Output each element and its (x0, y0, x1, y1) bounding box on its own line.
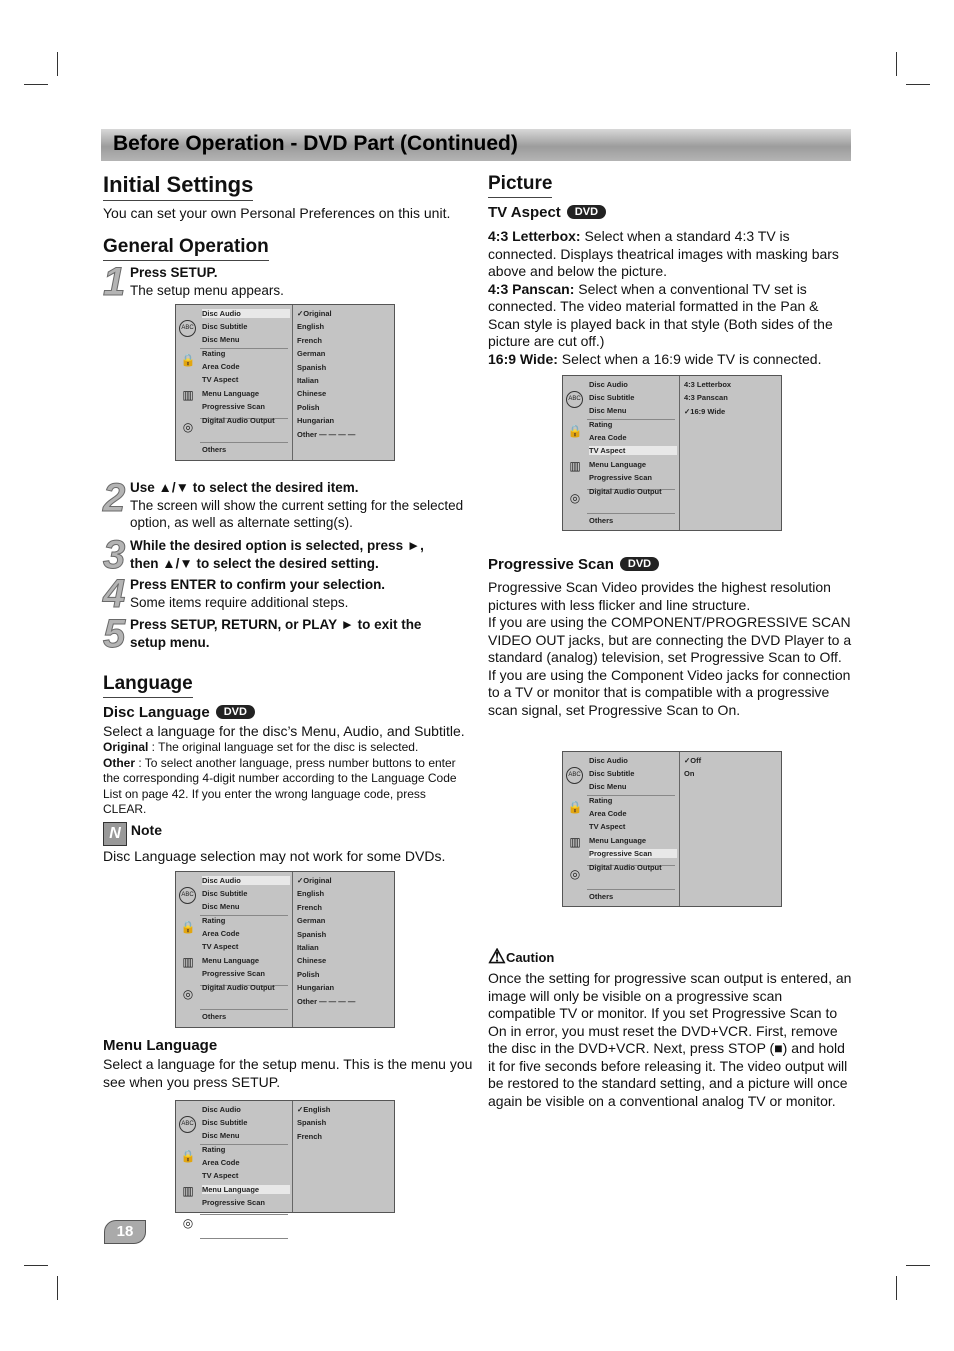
menu-item: Progressive Scan (589, 849, 677, 858)
menu-item: Digital Audio Output (202, 416, 275, 425)
panscan-label: 4:3 Panscan: (488, 280, 575, 297)
speaker-icon: ◎ (182, 987, 194, 1001)
menu-item-panel (563, 376, 680, 530)
menu-option: French (297, 335, 323, 345)
menu-option: 4:3 Panscan (684, 393, 728, 403)
menu-item: Progressive Scan (202, 1198, 265, 1207)
book-icon: ▥ (182, 1184, 194, 1198)
menu-option: Hungarian (297, 416, 335, 426)
menu-option: German (297, 349, 326, 359)
menu-item: Others (589, 892, 614, 901)
step-5-action: Press SETUP, RETURN, or PLAY ► to exit the setup menu. (130, 617, 422, 650)
speaker-icon: ◎ (569, 491, 581, 505)
step-5 (130, 616, 460, 651)
step-number: 5 (103, 612, 126, 656)
menu-item: TV Aspect (589, 822, 626, 831)
menu-item: Area Code (202, 929, 240, 938)
menu-item-panel (176, 1101, 293, 1230)
menu-item: Rating (589, 796, 613, 805)
menu-item: Disc Subtitle (589, 769, 635, 778)
step-3 (130, 537, 455, 572)
menu-option: Italian (297, 943, 319, 952)
menu-option: ✓Original (297, 876, 332, 885)
step-number: 1 (103, 260, 126, 304)
crop-mark (906, 84, 930, 85)
step-2 (130, 479, 470, 532)
disc-language-menu-screenshot (175, 871, 395, 1028)
menu-option: Other — — — — (297, 429, 356, 439)
menu-option: French (297, 1131, 323, 1141)
step-number: 2 (103, 476, 126, 520)
setup-menu-screenshot (175, 304, 395, 461)
crop-mark (57, 1276, 58, 1300)
menu-item-panel (176, 305, 293, 460)
note-heading (103, 822, 162, 846)
tv-aspect-menu-screenshot (562, 375, 782, 531)
tv-aspect-text (488, 228, 853, 368)
menu-item: Disc Subtitle (202, 322, 248, 331)
general-operation-heading: General Operation (103, 236, 269, 261)
menu-item: Disc Audio (589, 380, 628, 389)
other-description: : To select another language, press number buttons to enter the corresponding 4-digit number according to the Language Code List on page 42. If you enter the wrong language code, press CLEAR. (103, 755, 457, 816)
original-label: Original (103, 740, 149, 754)
menu-item: TV Aspect (202, 1171, 239, 1180)
menu-option: ✓16:9 Wide (684, 406, 726, 416)
menu-option: Spanish (297, 1118, 327, 1128)
menu-item: Disc Menu (589, 406, 627, 415)
menu-option: Italian (297, 376, 319, 385)
menu-option: Chinese (297, 956, 327, 966)
progressive-scan-title: Progressive Scan (488, 556, 614, 573)
menu-item-panel (176, 872, 293, 1027)
lock-icon: 🔒 (567, 800, 583, 814)
step-1 (130, 264, 470, 299)
menu-option: English (297, 889, 325, 899)
menu-option: English (297, 322, 325, 332)
menu-option: Polish (297, 969, 320, 979)
menu-item: Area Code (202, 362, 240, 371)
menu-item: Menu Language (589, 836, 647, 845)
menu-item-panel (563, 752, 680, 906)
menu-option: Hungarian (297, 983, 335, 993)
menu-option: On (684, 769, 695, 779)
speaker-icon: ◎ (182, 420, 194, 434)
dvd-badge: DVD (216, 705, 255, 719)
language-heading: Language (103, 673, 193, 698)
menu-item: Rating (202, 1145, 226, 1154)
crop-mark (906, 1265, 930, 1266)
note-icon: N (103, 822, 127, 846)
menu-group-divider (200, 1214, 288, 1215)
dvd-badge: DVD (620, 557, 659, 571)
menu-item: Disc Subtitle (202, 1118, 248, 1127)
menu-item: Disc Audio (202, 309, 290, 318)
menu-item: Others (202, 445, 227, 454)
step-2-result: The screen will show the current setting for the selected option, as well as alternate setting(s). (130, 497, 464, 530)
intro-text: You can set your own Personal Preferences on this unit. (103, 205, 451, 221)
letterbox-description: Select when a standard 4:3 TV is connected. Displays theatrical images with masking bars above and below the picture. (488, 228, 839, 279)
disc-language-title: Disc Language (103, 704, 210, 721)
progressive-scan-menu-screenshot (562, 751, 782, 907)
menu-option: 4:3 Letterbox (684, 380, 732, 389)
letterbox-label: 4:3 Letterbox: (488, 228, 581, 244)
dvd-badge: DVD (567, 205, 606, 219)
menu-option: ✓Off (684, 756, 702, 765)
crop-mark (24, 1265, 48, 1266)
menu-item: Progressive Scan (202, 402, 265, 411)
disc-icon: ABC (566, 391, 583, 408)
menu-option: Spanish (297, 362, 327, 372)
book-icon: ▥ (182, 955, 194, 969)
progressive-scan-para-1: Progressive Scan Video provides the highest resolution pictures with less flicker and line structure. (488, 579, 831, 613)
caution-heading (488, 944, 554, 969)
menu-item: Area Code (589, 433, 627, 442)
menu-item: Digital Audio Output (589, 863, 662, 872)
page-number: 18 (104, 1220, 146, 1244)
menu-option: ✓English (297, 1105, 331, 1114)
disc-language-options-text (103, 740, 468, 818)
menu-item: Menu Language (202, 1185, 290, 1194)
menu-item: Rating (202, 916, 226, 925)
menu-item: Others (589, 516, 614, 525)
disc-icon: ABC (179, 887, 196, 904)
progressive-scan-text (488, 579, 853, 719)
crop-mark (57, 52, 58, 76)
menu-item: Digital Audio Output (589, 487, 662, 496)
progressive-scan-para-2: If you are using the COMPONENT/PROGRESSIVE SCAN VIDEO OUT jacks, but are connecting the DVD Player to a standard (analog) television, set Progressive Scan to Off. (488, 614, 852, 665)
step-4-result: Some items require additional steps. (130, 594, 349, 610)
menu-item: Menu Language (589, 460, 647, 469)
disc-language-heading (103, 704, 255, 721)
disc-language-text: Select a language for the disc’s Menu, Audio, and Subtitle. (103, 723, 465, 739)
header-banner (101, 129, 851, 161)
menu-item: Rating (589, 420, 613, 429)
menu-item: Disc Subtitle (589, 393, 635, 402)
step-1-result: The setup menu appears. (130, 282, 284, 298)
picture-heading: Picture (488, 173, 552, 198)
menu-item: Area Code (202, 1158, 240, 1167)
tv-aspect-title: TV Aspect (488, 204, 561, 221)
page-title: Before Operation - DVD Part (Continued) (113, 132, 518, 155)
menu-group-divider (587, 889, 675, 890)
speaker-icon: ◎ (569, 867, 581, 881)
tv-aspect-heading (488, 204, 606, 221)
disc-icon: ABC (566, 767, 583, 784)
lock-icon: 🔒 (180, 920, 196, 934)
menu-item: Disc Menu (202, 1131, 240, 1140)
menu-item: Disc Menu (589, 782, 627, 791)
menu-option: German (297, 916, 326, 926)
note-title: Note (130, 822, 163, 838)
menu-item: Others (202, 1012, 227, 1021)
caution-text: Once the setting for progressive scan output is entered, an image will only be visible on a progressive scan compatible TV or monitor. If you set Progressive Scan to On in error, you must reset the DVD+VCR. First, remove the disc in the DVD+VCR. Next, press STOP (■) and hold it for five seconds before releasing it. The video output will be restored to the standard setting, and a picture will once again be visible on a conventional analog TV or monitor. (488, 970, 852, 1109)
step-number: 3 (103, 533, 126, 577)
menu-item: Disc Menu (202, 902, 240, 911)
menu-option: Polish (297, 402, 320, 412)
book-icon: ▥ (182, 388, 194, 402)
lock-icon: 🔒 (180, 1149, 196, 1163)
menu-option: Other — — — — (297, 996, 356, 1006)
menu-option: ✓Original (297, 309, 332, 318)
other-label: Other (103, 755, 136, 770)
disc-icon: ABC (179, 320, 196, 337)
menu-item: TV Aspect (202, 375, 239, 384)
menu-item: TV Aspect (202, 942, 239, 951)
wide-description: Select when a 16:9 wide TV is connected. (557, 350, 822, 367)
menu-option: French (297, 902, 323, 912)
menu-option: Spanish (297, 929, 327, 939)
speaker-icon: ◎ (182, 1216, 194, 1230)
menu-item: Disc Audio (202, 1105, 241, 1114)
book-icon: ▥ (569, 459, 581, 473)
menu-item: Menu Language (202, 956, 260, 965)
menu-group-divider (587, 513, 675, 514)
lock-icon: 🔒 (180, 353, 196, 367)
wide-label: 16:9 Wide: (488, 350, 558, 367)
menu-item: Area Code (589, 809, 627, 818)
note-text: Disc Language selection may not work for some DVDs. (103, 848, 446, 864)
crop-mark (896, 1276, 897, 1300)
menu-item: Digital Audio Output (202, 983, 275, 992)
menu-group-divider (200, 442, 288, 443)
step-1-action: Press SETUP. (130, 265, 218, 280)
progressive-scan-heading (488, 556, 659, 573)
menu-item: Disc Audio (202, 876, 290, 885)
menu-item: Progressive Scan (589, 473, 652, 482)
menu-item: Rating (202, 349, 226, 358)
book-icon: ▥ (569, 835, 581, 849)
menu-language-menu-screenshot (175, 1100, 395, 1230)
menu-item: Disc Menu (202, 335, 240, 344)
menu-item: Menu Language (202, 389, 260, 398)
menu-item: Disc Audio (589, 756, 628, 765)
menu-option: Chinese (297, 389, 327, 399)
menu-item: Disc Subtitle (202, 889, 248, 898)
progressive-scan-para-3: If you are using the Component Video jacks for connection to a TV or monitor that is compatible with a progressive scan signal, set Progressive Scan to On. (488, 666, 851, 718)
caution-title: Caution (505, 950, 555, 965)
menu-item: TV Aspect (589, 446, 677, 455)
step-4-action: Press ENTER to confirm your selection. (130, 577, 386, 592)
menu-language-heading: Menu Language (103, 1037, 218, 1054)
menu-language-text: Select a language for the setup menu. This is the menu you see when you press SETUP. (103, 1056, 473, 1090)
initial-settings-section (103, 172, 253, 201)
step-3-action: While the desired option is selected, press ►, then ▲/▼ to select the desired setting. (130, 538, 424, 571)
panscan-description: Select when a conventional TV set is connected. The video material formatted in the Pan & Scan style is played back in that style (Both sides of the picture are cut off.) (488, 280, 833, 349)
step-4 (130, 576, 470, 611)
warning-icon: ⚠ (488, 946, 506, 968)
step-2-action: Use ▲/▼ to select the desired item. (130, 480, 359, 495)
menu-group-divider (200, 1238, 288, 1239)
crop-mark (24, 84, 48, 85)
step-number: 4 (103, 572, 126, 616)
menu-item: Progressive Scan (202, 969, 265, 978)
original-description: : The original language set for the disc is selected. (148, 740, 419, 754)
disc-icon: ABC (179, 1116, 196, 1133)
menu-group-divider (200, 1009, 288, 1010)
lock-icon: 🔒 (567, 424, 583, 438)
crop-mark (896, 52, 897, 76)
initial-settings-title: Initial Settings (103, 172, 253, 201)
